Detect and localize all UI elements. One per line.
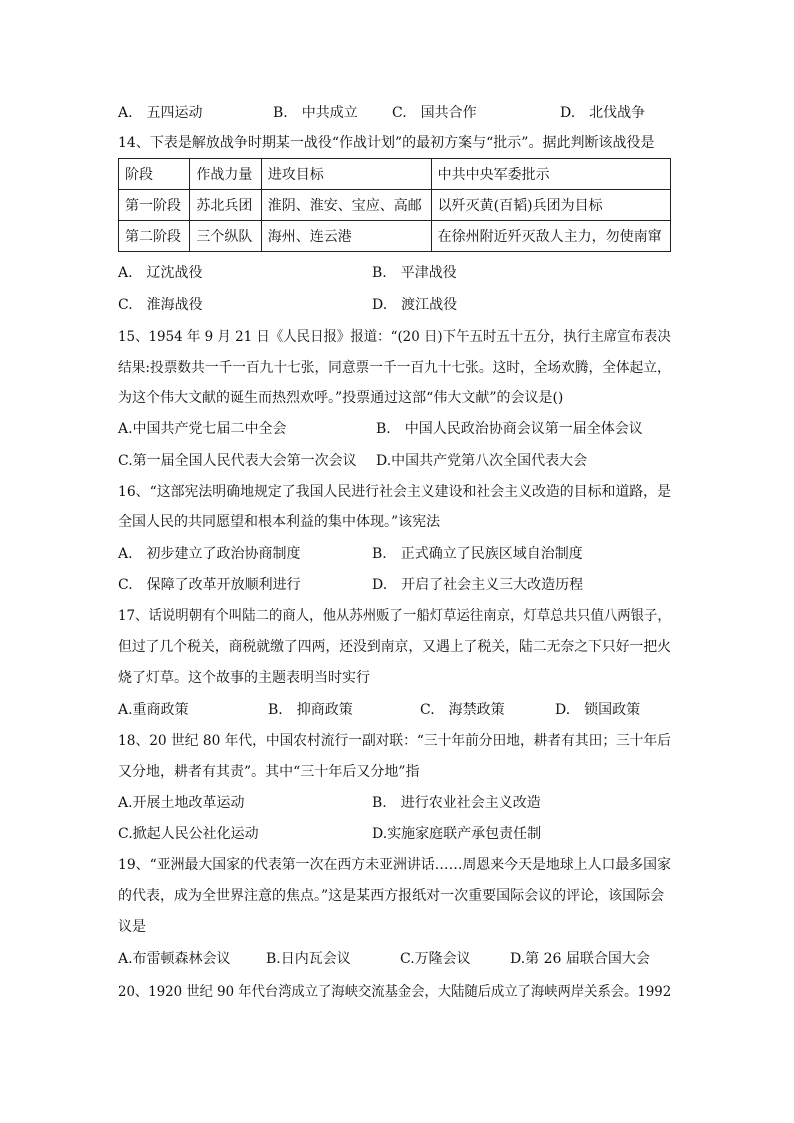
q14-option-a: A. 辽沈战役 <box>118 265 203 281</box>
q18-option-c: C.掀起人民公社化运动 <box>118 826 259 842</box>
table-cell: 淮阴、淮安、宝应、高邮 <box>261 190 431 221</box>
table-header-cell: 阶段 <box>119 159 190 190</box>
table-header-cell: 进攻目标 <box>261 159 431 190</box>
q18-line-2: 又分地，耕者有其责”。其中“三十年后又分地”指 <box>118 764 420 780</box>
table-row <box>119 221 671 252</box>
table-cell: 苏北兵团 <box>190 190 261 221</box>
q17-line-1: 17、话说明朝有个叫陆二的商人，他从苏州贩了一船灯草运往南京，灯草总共只值八两银子， <box>118 608 671 624</box>
q14-option-d: D. 渡江战役 <box>372 297 458 313</box>
q18-option-d: D.实施家庭联产承包责任制 <box>372 826 542 842</box>
q17-line-3: 烧了灯草。这个故事的主题表明当时实行 <box>118 670 370 686</box>
q17-option-d: D. 锁国政策 <box>555 702 641 718</box>
q20-line-1: 20、1920 世纪 90 年代台湾成立了海峡交流基金会，大陆随后成立了海峡两岸关系会。1992 <box>118 984 672 1000</box>
q17-line-2: 但过了几个税关，商税就缴了四两，还没到南京，又遇上了税关，陆二无奈之下只好一把火 <box>118 639 671 655</box>
q15-option-a: A.中国共产党七届二中全会 <box>118 421 287 437</box>
q16-line-1: 16、“这部宪法明确地规定了我国人民进行社会主义建设和社会主义改造的目标和道路，是 <box>118 484 671 500</box>
q15-line-2: 结果:投票数共一千一百九十七张，同意票一千一百九十七张。这时，全场欢腾，全体起立， <box>118 360 671 376</box>
q14-stem: 14、下表是解放战争时期某一战役“作战计划”的最初方案与“批示”。据此判断该战役是 <box>118 135 655 151</box>
q19-line-3: 议是 <box>118 919 146 935</box>
q19-option-a: A.布雷顿森林会议 <box>118 951 231 967</box>
q19-line-1: 19、“亚洲最大国家的代表第一次在西方未亚洲讲话……周恩来今天是地球上人口最多国家 <box>118 857 671 873</box>
q15-option-b: B. 中国人民政治协商会议第一届全体会议 <box>376 421 643 437</box>
table-cell: 第一阶段 <box>119 190 190 221</box>
q13-option-c: C. 国共合作 <box>392 105 477 121</box>
q16-option-a: A. 初步建立了政治协商制度 <box>118 546 301 562</box>
q13-option-a: A. 五四运动 <box>118 105 203 121</box>
table-header-row <box>119 159 671 190</box>
q19-line-2: 的代表，成为全世界注意的焦点。”这是某西方报纸对一次重要国际会议的评论，该国际会 <box>118 888 665 904</box>
table-cell: 第二阶段 <box>119 221 190 252</box>
q17-option-a: A.重商政策 <box>118 702 189 718</box>
q16-option-d: D. 开启了社会主义三大改造历程 <box>372 577 584 593</box>
q15-option-d: D.中国共产党第八次全国代表大会 <box>376 453 588 469</box>
q16-option-b: B. 正式确立了民族区域自治制度 <box>372 546 583 562</box>
q13-option-b: B. 中共成立 <box>273 105 358 121</box>
q15-line-3: 为这个伟大文献的诞生而热烈欢呼。”投票通过这部“伟大文献”的会议是() <box>118 390 564 406</box>
table-row <box>119 190 671 221</box>
table-header-cell: 中共中央军委批示 <box>431 159 670 190</box>
q13-option-d: D. 北伐战争 <box>560 105 646 121</box>
q14-option-c: C. 淮海战役 <box>118 297 203 313</box>
q16-line-2: 全国人民的共同愿望和根本利益的集中体现。”该宪法 <box>118 514 441 530</box>
table-cell: 海州、连云港 <box>261 221 431 252</box>
q16-option-c: C. 保障了改革开放顺利进行 <box>118 577 301 593</box>
q18-line-1: 18、20 世纪 80 年代，中国农村流行一副对联：“三十年前分田地，耕者有其田；三十年后 <box>118 733 671 749</box>
q19-option-b: B.日内瓦会议 <box>266 951 351 967</box>
q15-option-c: C.第一届全国人民代表大会第一次会议 <box>118 453 357 469</box>
table-cell: 在徐州附近歼灭敌人主力，勿使南窜 <box>431 221 670 252</box>
q19-option-c: C.万隆会议 <box>400 951 471 967</box>
q15-line-1: 15、1954 年 9 月 21 日《人民日报》报道：“(20 日)下午五时五十五分，执行主席宣布表决 <box>118 329 671 345</box>
q17-option-b: B. 抑商政策 <box>268 702 353 718</box>
q18-option-a: A.开展土地改革运动 <box>118 795 245 811</box>
q18-option-b: B. 进行农业社会主义改造 <box>372 795 541 811</box>
battle-plan-table <box>118 158 671 252</box>
q17-option-c: C. 海禁政策 <box>420 702 505 718</box>
table-cell: 三个纵队 <box>190 221 261 252</box>
table-cell: 以歼灭黄(百韬)兵团为目标 <box>431 190 670 221</box>
table-header-cell: 作战力量 <box>190 159 261 190</box>
q19-option-d: D.第 26 届联合国大会 <box>510 951 650 967</box>
q14-option-b: B. 平津战役 <box>372 265 457 281</box>
